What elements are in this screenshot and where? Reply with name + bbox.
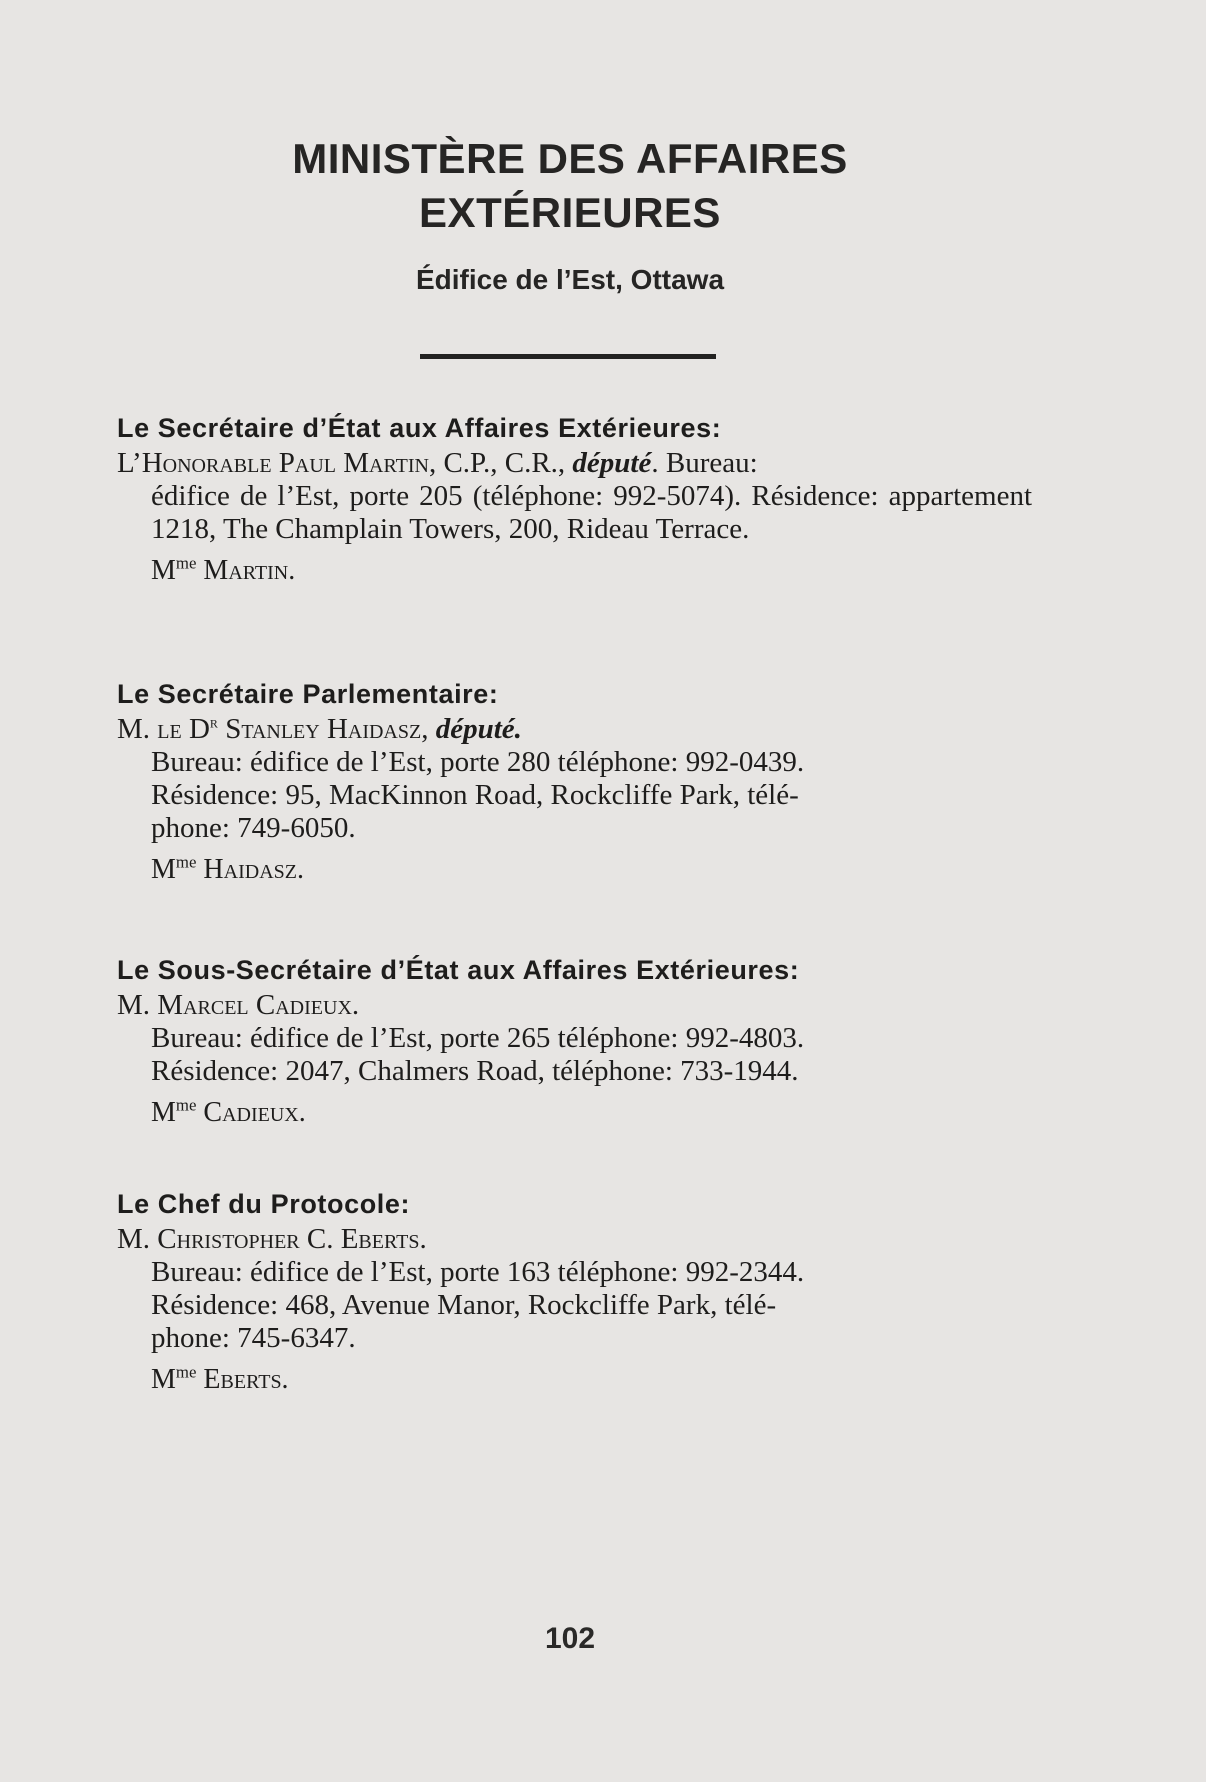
page-number: 102 xyxy=(544,1622,596,1655)
title-line-2: EXTÉRIEURES xyxy=(419,189,721,236)
office-line: Bureau: édifice de l’Est, porte 265 téléphone: 992-4803. xyxy=(151,1022,805,1054)
official-tail: . Bureau: xyxy=(651,447,758,479)
spouse-sup: me xyxy=(175,852,197,872)
spouse-prefix: M xyxy=(151,1364,176,1395)
official-details: édifice de l’Est, porte 205 (téléphone: 992-5074). Résidence: appartement 1218, The Champlain Towers, 200, Rideau Terrace. xyxy=(151,480,1032,545)
divider-rule xyxy=(420,354,716,359)
official-name: Marcel Cadieux. xyxy=(157,989,360,1021)
spouse-prefix: M xyxy=(151,854,176,885)
section-under-secretary xyxy=(117,952,1032,1130)
residence-line: Résidence: 2047, Chalmers Road, téléphone: 733-1944. xyxy=(151,1055,799,1087)
official-name-line xyxy=(117,712,1032,746)
page-subtitle: Édifice de l’Est, Ottawa xyxy=(415,264,725,295)
official-prefix-sup: r xyxy=(209,711,218,732)
spouse-line xyxy=(117,1096,1032,1130)
office-line: Bureau: édifice de l’Est, porte 163 téléphone: 992-2344. xyxy=(151,1256,805,1288)
official-role: député xyxy=(572,447,652,479)
section-secretary-of-state xyxy=(117,410,1032,588)
residence-line: Résidence: 95, MacKinnon Road, Rockcliffe Park, télé- xyxy=(151,779,799,811)
section-heading: Le Sous-Secrétaire d’État aux Affaires Extérieures: xyxy=(117,955,800,985)
spouse-name: Haidasz. xyxy=(203,854,304,885)
official-name: Stanley Haidasz xyxy=(225,713,422,745)
spouse-prefix: M xyxy=(151,555,176,586)
official-suffix: , xyxy=(421,713,436,745)
official-name: L’Honorable Paul Martin xyxy=(117,447,429,479)
official-suffix: , C.P., C.R., xyxy=(428,447,573,479)
phone-line: phone: 745-6347. xyxy=(151,1322,356,1354)
residence-line: Résidence: 468, Avenue Manor, Rockcliffe Park, télé- xyxy=(151,1289,777,1321)
title-line-1: MINISTÈRE DES AFFAIRES xyxy=(292,135,848,182)
section-chief-of-protocol xyxy=(117,1186,1032,1397)
spouse-sup: me xyxy=(175,1095,197,1115)
spouse-name: Cadieux. xyxy=(203,1097,306,1128)
section-heading: Le Secrétaire d’État aux Affaires Extérieures: xyxy=(117,413,722,443)
spouse-name: Eberts. xyxy=(203,1364,289,1395)
official-name-line xyxy=(117,446,1032,480)
official-role: député. xyxy=(435,713,522,745)
phone-line: phone: 749-6050. xyxy=(151,812,356,844)
official-prefix: M. xyxy=(117,989,158,1021)
section-heading: Le Secrétaire Parlementaire: xyxy=(117,679,499,709)
spouse-line xyxy=(117,1363,1032,1397)
page-title xyxy=(0,132,1140,240)
office-line: Bureau: édifice de l’Est, porte 280 téléphone: 992-0439. xyxy=(151,746,805,778)
section-heading: Le Chef du Protocole: xyxy=(117,1189,411,1219)
official-prefix: M. le D xyxy=(117,713,210,745)
spouse-line xyxy=(117,853,1032,887)
spouse-sup: me xyxy=(175,1362,197,1382)
spouse-name: Martin. xyxy=(203,555,296,586)
section-parliamentary-secretary xyxy=(117,676,1032,887)
official-name-line xyxy=(117,988,1032,1022)
official-prefix: M. xyxy=(117,1223,158,1255)
official-name: Christopher C. Eberts. xyxy=(157,1223,427,1255)
official-name-line xyxy=(117,1222,1032,1256)
spouse-prefix: M xyxy=(151,1097,176,1128)
spouse-sup: me xyxy=(175,553,197,573)
spouse-line xyxy=(117,554,1032,588)
